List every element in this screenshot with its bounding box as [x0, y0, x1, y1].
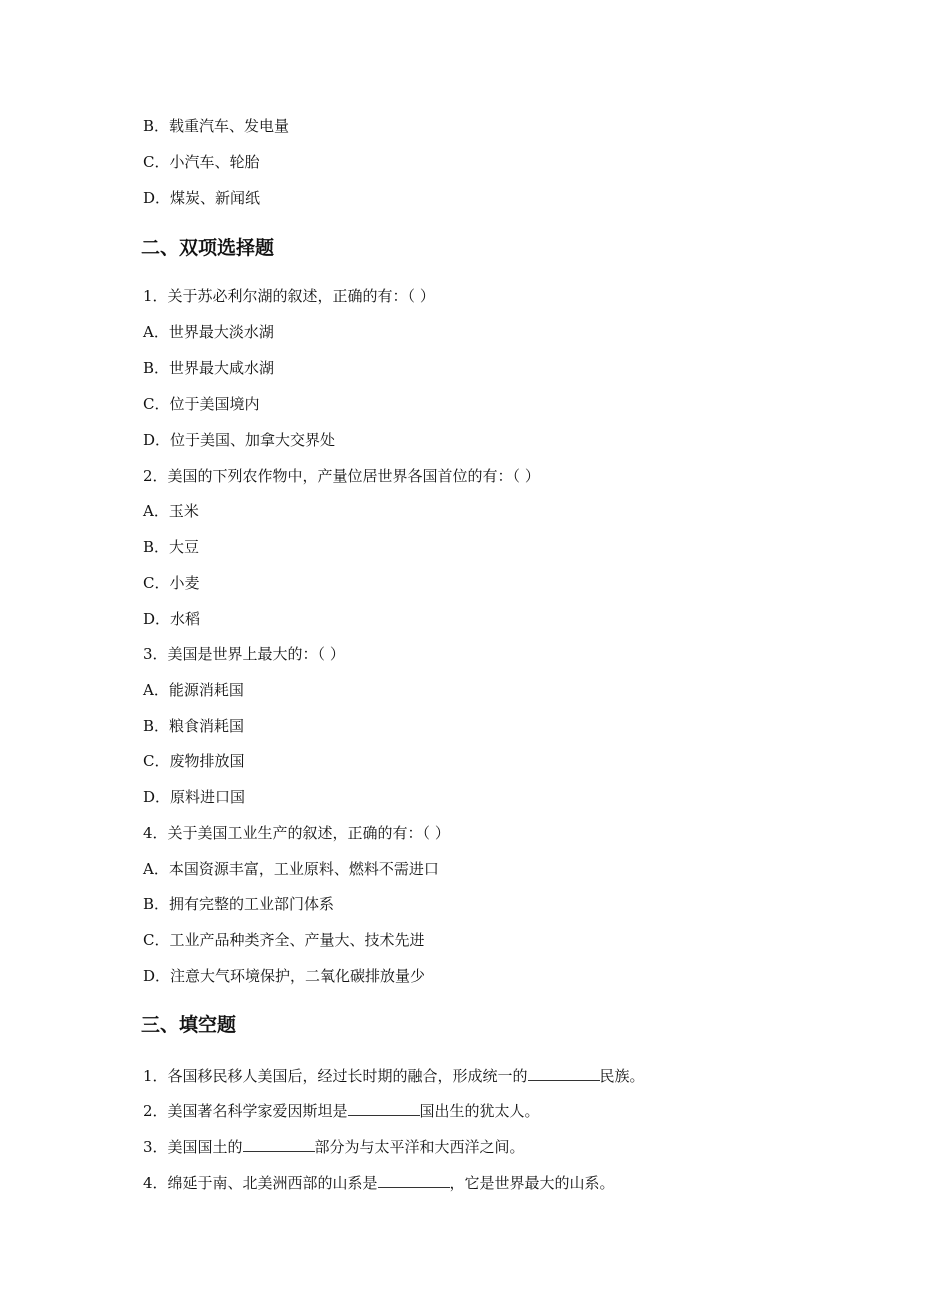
fill-blank-text: 国出生的犹太人。 [419, 1102, 540, 1120]
option-line: A．世界最大淡水湖 [143, 323, 274, 341]
section-heading: 三、填空题 [141, 1014, 237, 1036]
question-stem: 1．关于苏必利尔湖的叙述，正确的有：（ ） [143, 287, 435, 305]
option-line: B．粮食消耗国 [143, 717, 245, 735]
option-line: D．水稻 [143, 610, 201, 628]
fill-blank-item [143, 1101, 540, 1121]
option-line: D．煤炭、新闻纸 [143, 189, 261, 207]
fill-blank-text: 4．绵延于南、北美洲西部的山系是 [143, 1174, 378, 1192]
option-line: C．小汽车、轮胎 [143, 153, 260, 171]
fill-blank-item [143, 1137, 525, 1157]
option-line: C．工业产品种类齐全、产量大、技术先进 [143, 931, 425, 949]
fill-blank-item [143, 1066, 645, 1086]
option-line: C．废物排放国 [143, 752, 245, 770]
option-line: A．玉米 [143, 502, 199, 520]
answer-blank [378, 1173, 450, 1188]
option-line: B．大豆 [143, 538, 200, 556]
fill-blank-text: ，它是世界最大的山系。 [449, 1174, 615, 1192]
option-line: B．载重汽车、发电量 [143, 117, 290, 135]
option-line: C．小麦 [143, 574, 200, 592]
answer-blank [243, 1137, 315, 1152]
fill-blank-text: 2．美国著名科学家爱因斯坦是 [143, 1102, 348, 1120]
option-line: D．注意大气环境保护，二氧化碳排放量少 [143, 967, 426, 985]
option-line: D．位于美国、加拿大交界处 [143, 431, 336, 449]
fill-blank-text: 1．各国移民移人美国后，经过长时期的融合，形成统一的 [143, 1067, 528, 1085]
answer-blank [348, 1101, 420, 1116]
option-line: D．原料进口国 [143, 788, 246, 806]
question-stem: 3．美国是世界上最大的：（ ） [143, 645, 345, 663]
option-line: C．位于美国境内 [143, 395, 260, 413]
fill-blank-text: 民族。 [599, 1067, 645, 1085]
fill-blank-text: 3．美国国土的 [143, 1138, 243, 1156]
section-heading: 二、双项选择题 [141, 237, 275, 259]
option-line: A．能源消耗国 [143, 681, 244, 699]
answer-blank [528, 1066, 600, 1081]
fill-blank-item [143, 1173, 615, 1193]
question-stem: 2．美国的下列农作物中，产量位居世界各国首位的有：（ ） [143, 467, 540, 485]
option-line: B．世界最大咸水湖 [143, 359, 275, 377]
option-line: A．本国资源丰富，工业原料、燃料不需进口 [143, 860, 439, 878]
fill-blank-text: 部分为与太平洋和大西洋之间。 [314, 1138, 525, 1156]
option-line: B．拥有完整的工业部门体系 [143, 895, 335, 913]
question-stem: 4．关于美国工业生产的叙述，正确的有：（ ） [143, 824, 450, 842]
